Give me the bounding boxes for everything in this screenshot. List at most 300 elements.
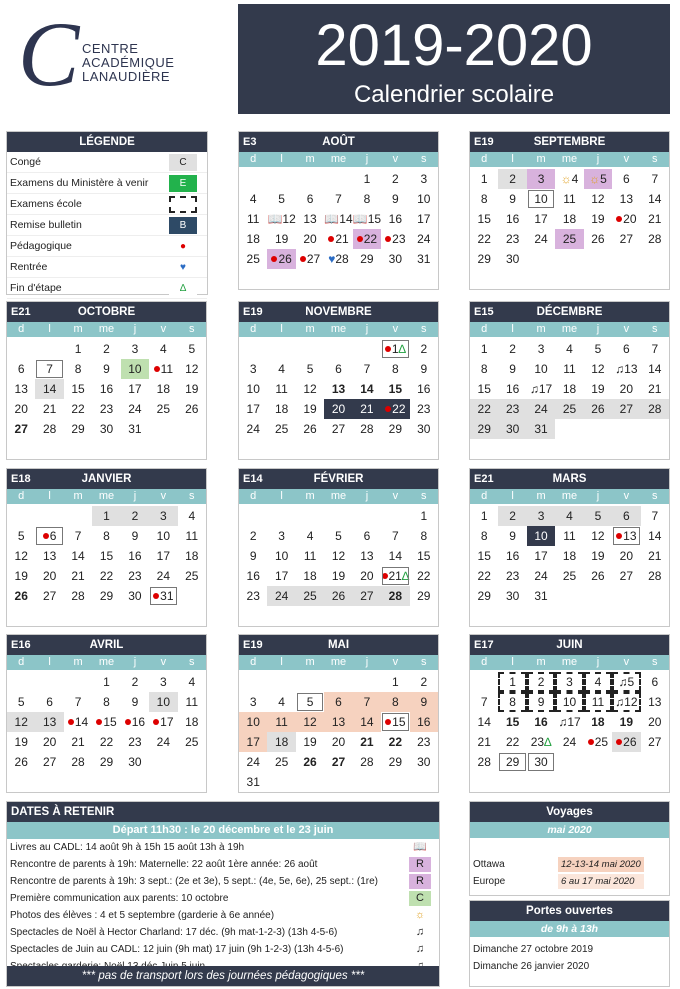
day-cell: 29	[498, 752, 526, 772]
day-cell: 8	[363, 192, 371, 206]
voyage-row: Ottawa 12-13-14 mai 2020	[470, 856, 669, 873]
day-cell: 2	[509, 342, 516, 356]
day-cell: 31	[417, 252, 431, 266]
day-cell: 12	[14, 549, 28, 563]
day-cell: 19	[303, 402, 317, 416]
day-cell: 7	[651, 172, 659, 186]
day-cell: 17	[534, 212, 548, 226]
day-cell: 4	[555, 506, 583, 526]
day-cell: 22	[353, 229, 381, 249]
date-line: Photos des élèves : 4 et 5 septembre (garderie à 6e année) ☼	[7, 907, 439, 924]
empty-cell	[353, 339, 381, 359]
date-line: Rencontre de parents à 19h: 3 sept.: (2e et 3e), 5 sept.: (4e, 5e, 6e), 25 sept.: (1re) R	[7, 873, 439, 890]
day-cell: 31	[527, 419, 555, 439]
day-cell: 1	[480, 172, 488, 186]
day-cell: 12	[331, 549, 346, 563]
date-icon: R	[409, 874, 431, 889]
day-cell: 14	[353, 712, 381, 732]
day-cell: 17	[149, 712, 177, 732]
day-grid	[470, 672, 669, 772]
day-cell: 21	[360, 735, 374, 749]
day-cell: ♫13	[615, 362, 638, 376]
day-cell: 24	[128, 402, 142, 416]
day-cell: 23	[505, 569, 520, 583]
day-cell: 15	[71, 382, 85, 396]
day-cell: 25	[555, 229, 583, 249]
day-cell: 27	[296, 249, 324, 269]
legend-item: Examens du Ministère à venir E	[7, 173, 207, 194]
day-cell: 19	[619, 715, 634, 729]
day-cell: 22	[470, 399, 498, 419]
day-cell: 15	[92, 712, 120, 732]
day-cell: 28	[71, 589, 85, 603]
day-cell: 6	[46, 695, 53, 709]
day-cell: 18	[267, 732, 295, 752]
day-cell: 27	[331, 422, 346, 436]
day-cell: 29	[360, 252, 374, 266]
day-grid	[239, 339, 438, 439]
day-cell: 25	[246, 252, 260, 266]
day-cell: 7	[392, 529, 399, 543]
day-cell: 11	[149, 359, 177, 379]
day-cell: 13	[14, 382, 28, 396]
day-cell: 2	[498, 506, 526, 526]
day-cell: 29	[99, 589, 114, 603]
day-cell: 21	[42, 402, 57, 416]
day-cell: 20	[303, 232, 317, 246]
date-icon: 📖	[413, 841, 427, 853]
day-cell: 23	[128, 735, 142, 749]
day-cell: 10	[527, 526, 555, 546]
month-header: E16 AVRIL	[7, 635, 206, 655]
date-icon: C	[409, 891, 431, 906]
day-cell: 22	[71, 402, 85, 416]
day-cell: 29	[477, 589, 491, 603]
day-cell: ♫5	[612, 672, 640, 692]
day-cell: 17	[239, 732, 267, 752]
year-title: 2019-2020	[315, 13, 593, 78]
day-cell: 2	[131, 675, 139, 689]
day-cell: 27	[619, 232, 634, 246]
legend-swatch: C	[169, 154, 197, 171]
date-icon: ♫	[415, 926, 425, 938]
day-cell: 4	[278, 695, 285, 709]
day-cell: 12	[591, 529, 605, 543]
day-cell: 3	[160, 675, 167, 689]
empty-cell	[239, 506, 267, 526]
legend-item: Remise bulletin B	[7, 215, 207, 236]
month-9	[238, 634, 439, 793]
day-cell: 25	[296, 586, 324, 606]
day-cell: 31	[149, 586, 177, 606]
day-cell: 15	[477, 212, 491, 226]
weekday-row: d l m me j v s	[470, 489, 669, 504]
day-cell: 23	[246, 589, 260, 603]
empty-cell	[324, 672, 352, 692]
weekday-row: d l m me j v s	[239, 489, 438, 504]
day-cell: 1	[392, 675, 399, 689]
day-cell: 13	[42, 549, 57, 563]
date-line: Spectacles de Juin au CADL: 12 juin (9h mat) 17 juin (9h 1-2-3) (13h 4-5-6) ♫	[7, 941, 439, 958]
weekday-row: d l m me j v s	[7, 322, 206, 337]
title-banner	[238, 4, 670, 114]
day-cell: 21	[648, 382, 662, 396]
day-cell: 24	[534, 232, 548, 246]
day-cell: 14	[477, 715, 491, 729]
day-cell: 14	[360, 382, 374, 396]
day-cell: 22	[99, 735, 114, 749]
day-cell: 8	[420, 529, 428, 543]
day-cell: 11	[275, 382, 288, 396]
date-line: Spectacles de Noël à Hector Charland: 17 déc. (9h mat-1-2-3) (13h 4-5-6) ♫	[7, 924, 439, 941]
day-cell: 9	[509, 192, 516, 206]
day-cell: 13	[331, 382, 346, 396]
day-cell: 21	[648, 212, 662, 226]
day-cell: 20	[619, 382, 634, 396]
day-cell: 6	[35, 526, 63, 546]
day-cell: 30	[417, 755, 431, 769]
day-cell: 20	[324, 399, 352, 419]
day-cell: 19	[274, 232, 289, 246]
day-cell: 21	[71, 735, 85, 749]
day-cell: 16	[388, 212, 403, 226]
day-cell: 3	[555, 672, 583, 692]
day-cell: 5	[335, 529, 342, 543]
empty-cell	[267, 339, 295, 359]
day-cell: 26	[303, 755, 317, 769]
transport-note: *** pas de transport lors des journées pédagogiques ***	[7, 966, 439, 986]
day-cell: 9	[527, 692, 555, 712]
day-cell: 13	[360, 549, 374, 563]
empty-cell	[324, 506, 352, 526]
day-cell: 16	[505, 549, 520, 563]
empty-cell	[296, 672, 324, 692]
day-cell: 19	[591, 382, 605, 396]
month-header: E21 MARS	[470, 469, 669, 489]
day-cell: 7	[651, 509, 659, 523]
month-2	[6, 301, 207, 460]
day-cell: 31	[128, 422, 142, 436]
day-cell: 27	[14, 422, 28, 436]
portes-row: Dimanche 26 janvier 2020	[473, 961, 590, 972]
month-header: E3 AOÛT	[239, 132, 438, 152]
day-cell: 12	[296, 712, 324, 732]
day-cell: 2	[420, 675, 428, 689]
day-cell: 2	[103, 342, 110, 356]
day-cell: 24	[534, 569, 548, 583]
day-cell: 18	[562, 212, 577, 226]
month-header: E15 DÉCEMBRE	[470, 302, 669, 322]
empty-cell	[267, 506, 295, 526]
day-cell: 6	[17, 362, 25, 376]
day-cell: 30	[99, 422, 114, 436]
legend-swatch: ∆	[169, 280, 197, 297]
day-cell: 18	[303, 569, 317, 583]
empty-cell	[7, 506, 35, 526]
day-cell: 16	[128, 549, 142, 563]
day-cell: 1	[363, 172, 371, 186]
day-cell: 27	[353, 586, 381, 606]
day-cell: 23	[505, 232, 520, 246]
month-3	[238, 301, 439, 460]
day-cell: 28	[71, 755, 85, 769]
day-cell: 28	[381, 586, 409, 606]
empty-cell	[353, 672, 381, 692]
day-cell: 📖15	[352, 212, 382, 226]
day-cell: 25	[185, 569, 199, 583]
voyages-title: Voyages	[470, 802, 669, 822]
day-cell: 3	[131, 342, 139, 356]
empty-cell	[353, 506, 381, 526]
day-cell: 27	[612, 399, 640, 419]
day-cell: 18	[591, 715, 605, 729]
day-cell: 21∆	[381, 566, 409, 586]
date-line: Première communication aux parents: 10 octobre C	[7, 890, 439, 907]
day-cell: ♫17	[558, 715, 581, 729]
day-cell: 20	[619, 549, 634, 563]
legend	[6, 131, 208, 295]
weekday-row: d l m me j v s	[470, 322, 669, 337]
day-grid	[470, 506, 669, 606]
day-cell: 14	[71, 549, 85, 563]
empty-cell	[267, 169, 295, 189]
day-cell: 15	[477, 382, 491, 396]
day-grid	[7, 339, 206, 439]
day-cell: 4	[566, 342, 573, 356]
day-cell: 2	[498, 169, 526, 189]
month-6	[238, 468, 439, 627]
month-0	[238, 131, 439, 290]
day-cell: 26	[185, 402, 199, 416]
day-cell: 30	[498, 419, 526, 439]
day-cell: 11	[185, 695, 199, 709]
day-cell: 9	[509, 362, 516, 376]
month-8	[6, 634, 207, 793]
day-cell: 1	[92, 506, 120, 526]
weekday-row: d l m me j v s	[7, 489, 206, 504]
logo	[10, 3, 230, 108]
day-cell: 24	[562, 735, 577, 749]
day-cell: 2	[420, 342, 428, 356]
day-cell: 10	[149, 692, 177, 712]
day-cell: 12	[303, 382, 317, 396]
day-cell: 26	[591, 569, 605, 583]
day-cell: 5	[17, 695, 25, 709]
dates-title: DATES À RETENIR	[7, 802, 439, 822]
day-cell: 21	[477, 735, 491, 749]
day-cell: 8	[480, 529, 488, 543]
month-header: E19 MAI	[239, 635, 438, 655]
legend-item: Congé C	[7, 152, 207, 173]
day-cell: 11	[267, 712, 295, 732]
day-cell: 29	[99, 755, 114, 769]
day-cell: 13	[303, 212, 317, 226]
month-header: E21 OCTOBRE	[7, 302, 206, 322]
day-cell: 30	[128, 755, 142, 769]
day-cell: 26	[591, 232, 605, 246]
day-cell: 23∆	[530, 735, 552, 749]
day-cell: 26	[267, 249, 295, 269]
day-cell: 4	[249, 192, 257, 206]
day-cell: 26	[14, 755, 28, 769]
day-cell: 16	[99, 382, 114, 396]
day-cell: 1	[74, 342, 82, 356]
day-cell: 4	[306, 529, 314, 543]
day-cell: 16	[534, 715, 548, 729]
day-cell: 6	[612, 506, 640, 526]
day-cell: 6	[335, 362, 342, 376]
day-cell: 24	[246, 422, 260, 436]
day-cell: 30	[128, 589, 142, 603]
day-cell: 6	[324, 692, 352, 712]
day-cell: 8	[103, 529, 110, 543]
day-cell: 20	[648, 715, 662, 729]
day-cell: 31	[246, 775, 260, 789]
day-cell: 20	[612, 209, 640, 229]
day-cell: 10	[156, 529, 171, 543]
day-cell: 12	[591, 192, 605, 206]
day-cell: 13	[648, 695, 662, 709]
day-cell: 21	[324, 229, 352, 249]
day-cell: 10	[527, 189, 555, 209]
empty-cell	[267, 672, 295, 692]
legend-swatch: B	[169, 217, 197, 234]
day-cell: 22	[99, 569, 114, 583]
day-cell: 7	[480, 695, 488, 709]
weekday-row: d l m me j v s	[470, 152, 669, 167]
day-cell: 10	[274, 549, 289, 563]
day-cell: 20	[42, 569, 57, 583]
day-cell: 12	[185, 362, 199, 376]
day-cell: 28	[360, 422, 374, 436]
day-cell: 22	[477, 232, 491, 246]
portes-row: Dimanche 27 octobre 2019	[473, 944, 594, 955]
month-header: E18 JANVIER	[7, 469, 206, 489]
day-cell: 2	[392, 172, 399, 186]
portes-panel	[469, 900, 670, 987]
month-header: E17 JUIN	[470, 635, 669, 655]
day-cell: 23	[417, 735, 431, 749]
day-grid	[239, 506, 438, 606]
month-10	[469, 634, 670, 793]
empty-cell	[381, 506, 409, 526]
day-cell: 25	[185, 735, 199, 749]
day-cell: 26	[324, 586, 352, 606]
day-cell: 28	[648, 569, 662, 583]
day-cell: 5	[188, 342, 196, 356]
day-cell: 11	[303, 549, 317, 563]
day-cell: 3	[537, 342, 545, 356]
day-cell: 21	[71, 569, 85, 583]
day-cell: 17	[274, 569, 289, 583]
day-cell: 29	[388, 422, 403, 436]
day-cell: 18	[274, 402, 289, 416]
day-cell: 18	[156, 382, 171, 396]
day-cell: 29	[470, 419, 498, 439]
day-cell: 26	[303, 422, 317, 436]
day-cell: 16	[417, 382, 431, 396]
day-cell: 24	[246, 755, 260, 769]
legend-item: Examens école	[7, 194, 207, 215]
month-header: E19 SEPTEMBRE	[470, 132, 669, 152]
empty-cell	[239, 339, 267, 359]
day-cell: 9	[131, 695, 139, 709]
day-cell: 19	[185, 382, 199, 396]
day-cell: 26	[612, 732, 640, 752]
day-cell: 27	[331, 755, 346, 769]
date-line: Rencontre de parents à 19h: Maternelle: 22 août 1ère année: 26 août R	[7, 856, 439, 873]
day-grid	[470, 169, 669, 269]
day-cell: 27	[42, 589, 57, 603]
day-cell: 5	[584, 506, 612, 526]
day-cell: 20	[14, 402, 28, 416]
legend-swatch: E	[169, 175, 197, 192]
day-cell: 29	[477, 252, 491, 266]
day-cell: 16	[505, 212, 520, 226]
day-cell: 2	[121, 506, 149, 526]
month-1	[469, 131, 670, 290]
day-cell: 25	[555, 399, 583, 419]
day-cell: 1∆	[381, 339, 409, 359]
day-cell: 16	[121, 712, 149, 732]
portes-sub: de 9h à 13h	[470, 921, 669, 937]
day-cell: 19	[591, 549, 605, 563]
day-cell: 22	[381, 399, 409, 419]
month-header: E14 FÉVRIER	[239, 469, 438, 489]
day-cell: 11	[185, 529, 199, 543]
day-cell: 5	[17, 529, 25, 543]
day-cell: 10	[534, 362, 548, 376]
legend-title: LÉGENDE	[7, 132, 207, 152]
day-cell: 7	[353, 692, 381, 712]
day-cell: 22	[477, 569, 491, 583]
day-cell: 17	[156, 549, 171, 563]
empty-cell	[7, 672, 35, 692]
day-cell: 25	[562, 569, 577, 583]
weekday-row: d l m me j v s	[239, 322, 438, 337]
day-cell: 18	[246, 232, 260, 246]
day-cell: 15	[505, 715, 520, 729]
day-cell: 24	[417, 232, 431, 246]
day-cell: 5	[278, 192, 285, 206]
day-cell: 9	[410, 692, 438, 712]
date-icon: R	[409, 857, 431, 872]
month-header: E19 NOVEMBRE	[239, 302, 438, 322]
day-cell: 22	[417, 569, 431, 583]
day-cell: 4	[278, 362, 285, 376]
empty-cell	[296, 169, 324, 189]
day-cell: 13	[612, 526, 640, 546]
day-grid	[7, 506, 206, 606]
day-cell: 25	[156, 402, 171, 416]
empty-cell	[296, 339, 324, 359]
day-cell: 1	[480, 509, 488, 523]
day-cell: 10	[121, 359, 149, 379]
day-cell: 18	[185, 715, 199, 729]
day-cell: 3	[420, 172, 428, 186]
empty-cell	[239, 672, 267, 692]
day-cell: 9	[420, 362, 428, 376]
month-4	[469, 301, 670, 460]
day-cell: 7	[74, 695, 82, 709]
day-cell: 7	[363, 362, 371, 376]
day-cell: 31	[534, 589, 548, 603]
empty-cell	[64, 506, 92, 526]
day-cell: 2	[249, 529, 257, 543]
day-cell: 17	[417, 212, 431, 226]
date-icon: ♫	[415, 943, 425, 955]
day-cell: 📖14	[324, 212, 353, 226]
